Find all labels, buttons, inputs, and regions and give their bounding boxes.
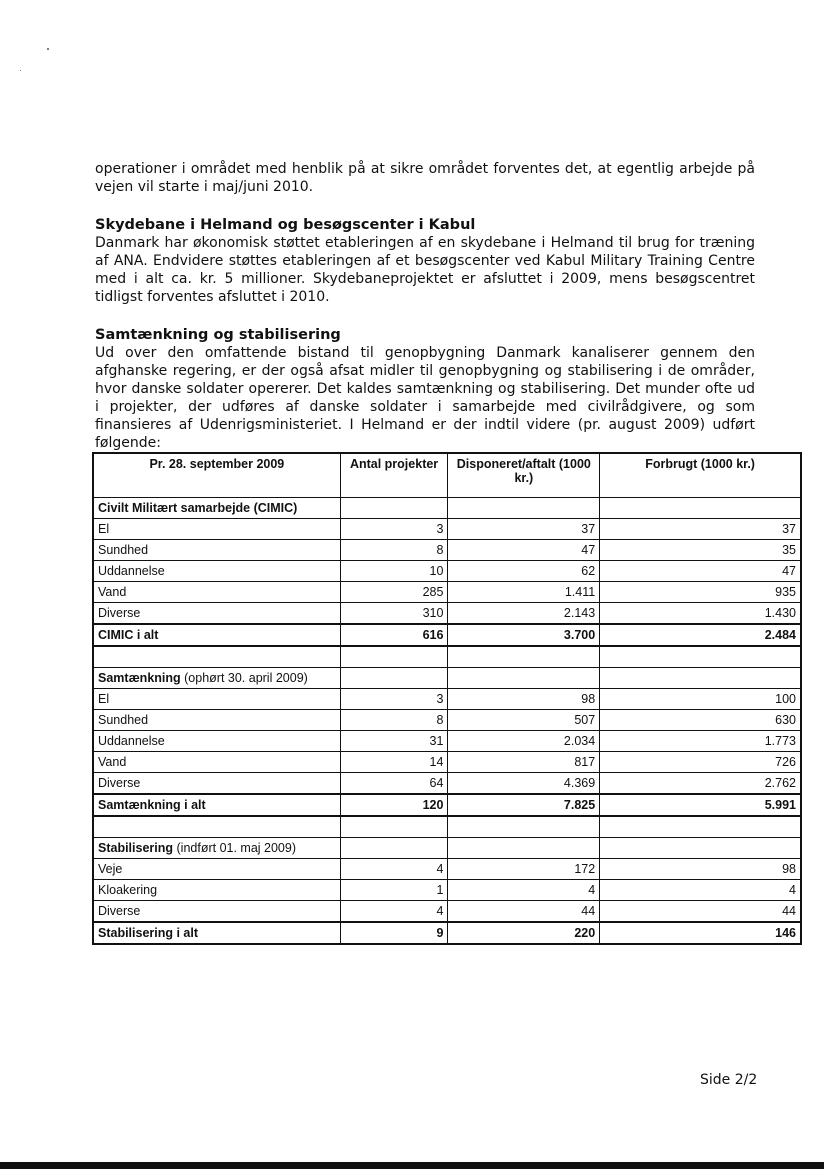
value-cell: 935 [600, 582, 801, 603]
value-cell: 8 [340, 540, 448, 561]
projects-table [92, 452, 802, 945]
value-cell: 2.034 [448, 731, 600, 752]
table-total-row [93, 624, 801, 646]
total-value-cell: 120 [340, 794, 448, 816]
row-label-cell: Vand [93, 752, 340, 773]
value-cell: 98 [600, 859, 801, 880]
section-title-cell [93, 838, 340, 859]
total-value-cell: 616 [340, 624, 448, 646]
total-label-cell: Stabilisering i alt [93, 922, 340, 944]
table-total-row [93, 794, 801, 816]
scan-speck [47, 48, 49, 50]
value-cell: 817 [448, 752, 600, 773]
value-cell: 285 [340, 582, 448, 603]
value-cell: 4 [340, 859, 448, 880]
value-cell: 37 [448, 519, 600, 540]
value-cell: 1.411 [448, 582, 600, 603]
row-label-cell: Uddannelse [93, 731, 340, 752]
empty-cell [600, 838, 801, 859]
row-label-cell: El [93, 519, 340, 540]
empty-cell [600, 668, 801, 689]
value-cell: 64 [340, 773, 448, 795]
empty-cell [600, 816, 801, 838]
total-value-cell: 2.484 [600, 624, 801, 646]
section-title-note: (indført 01. maj 2009) [173, 841, 296, 855]
section-title-cell [93, 668, 340, 689]
value-cell: 44 [448, 901, 600, 923]
total-label-cell: CIMIC i alt [93, 624, 340, 646]
value-cell: 1 [340, 880, 448, 901]
table-row [93, 582, 801, 603]
empty-cell [340, 838, 448, 859]
total-value-cell: 220 [448, 922, 600, 944]
value-cell: 4.369 [448, 773, 600, 795]
table-total-row [93, 922, 801, 944]
value-cell: 14 [340, 752, 448, 773]
value-cell: 47 [448, 540, 600, 561]
value-cell: 62 [448, 561, 600, 582]
empty-cell [340, 668, 448, 689]
total-value-cell: 3.700 [448, 624, 600, 646]
empty-cell [448, 838, 600, 859]
row-label-cell: El [93, 689, 340, 710]
empty-cell [340, 498, 448, 519]
section-body: Danmark har økonomisk støttet etableringen af en skydebane i Helmand til brug for træning af ANA. Endvidere støttes etableringen af et besøgscenter ved Kabul Military Training Centre med i alt ca. kr. 5 millioner. Skydebaneprojektet er afsluttet i 2009, mens besøgscentret tidligst forventes afsluttet i 2010. [95, 235, 755, 305]
value-cell: 726 [600, 752, 801, 773]
row-label-cell: Diverse [93, 603, 340, 625]
empty-cell [448, 816, 600, 838]
section-stabilisation [95, 326, 755, 452]
total-value-cell: 5.991 [600, 794, 801, 816]
section-title-bold: Stabilisering [98, 841, 174, 855]
table-header-row [93, 453, 801, 498]
row-label-cell: Diverse [93, 901, 340, 923]
value-cell: 4 [340, 901, 448, 923]
value-cell: 310 [340, 603, 448, 625]
row-label-cell: Sundhed [93, 710, 340, 731]
empty-cell [600, 498, 801, 519]
value-cell: 507 [448, 710, 600, 731]
section-title-bold: Civilt Militært samarbejde (CIMIC) [98, 501, 298, 515]
section-title-note: (ophørt 30. april 2009) [180, 671, 308, 685]
empty-cell [448, 646, 600, 668]
table-row [93, 540, 801, 561]
table-row [93, 689, 801, 710]
value-cell: 2.762 [600, 773, 801, 795]
total-label-cell: Samtænkning i alt [93, 794, 340, 816]
row-label-cell: Uddannelse [93, 561, 340, 582]
value-cell: 3 [340, 689, 448, 710]
intro-text: operationer i området med henblik på at sikre området forventes det, at egentlig arbejde på vejen vil starte i maj/juni 2010. [95, 161, 755, 195]
section-body: Ud over den omfattende bistand til genopbygning Danmark kanaliserer gennem den afghanske regering, er der også afsat midler til genopbygning og stabilisering i de områder, hvor danske soldater opererer. Det kaldes samtænkning og stabilisering. Det munder ofte ud i projekter, der udføres af danske soldater i samarbejde med civilrådgivere, og som finansieres af Udenrigsministeriet. I Helmand er der indtil videre (pr. august 2009) udført følgende: [95, 345, 755, 451]
column-header: Forbrugt (1000 kr.) [600, 453, 801, 498]
empty-cell [93, 816, 340, 838]
value-cell: 100 [600, 689, 801, 710]
row-label-cell: Vand [93, 582, 340, 603]
value-cell: 172 [448, 859, 600, 880]
value-cell: 10 [340, 561, 448, 582]
table-row [93, 752, 801, 773]
table-body [93, 498, 801, 945]
value-cell: 37 [600, 519, 801, 540]
table-section-row [93, 668, 801, 689]
table-row [93, 561, 801, 582]
section-heading: Skydebane i Helmand og besøgscenter i Kabul [95, 217, 476, 233]
page-number: Side 2/2 [700, 1072, 758, 1088]
intro-paragraph [95, 160, 755, 196]
empty-cell [340, 646, 448, 668]
row-label-cell: Veje [93, 859, 340, 880]
value-cell: 98 [448, 689, 600, 710]
table-row [93, 859, 801, 880]
total-value-cell: 146 [600, 922, 801, 944]
column-header: Pr. 28. september 2009 [93, 453, 340, 498]
scan-speck [20, 70, 21, 71]
table-row [93, 901, 801, 923]
section-shooting-range [95, 216, 755, 306]
table-row [93, 731, 801, 752]
section-heading: Samtænkning og stabilisering [95, 327, 341, 343]
column-header: Antal projekter [340, 453, 448, 498]
empty-cell [600, 646, 801, 668]
value-cell: 35 [600, 540, 801, 561]
empty-cell [93, 646, 340, 668]
value-cell: 44 [600, 901, 801, 923]
table-row [93, 773, 801, 795]
value-cell: 47 [600, 561, 801, 582]
section-title-cell [93, 498, 340, 519]
table-row [93, 603, 801, 625]
row-label-cell: Diverse [93, 773, 340, 795]
value-cell: 31 [340, 731, 448, 752]
value-cell: 630 [600, 710, 801, 731]
table-row [93, 519, 801, 540]
table-section-row [93, 838, 801, 859]
value-cell: 1.773 [600, 731, 801, 752]
value-cell: 1.430 [600, 603, 801, 625]
total-value-cell: 7.825 [448, 794, 600, 816]
value-cell: 4 [600, 880, 801, 901]
row-label-cell: Kloakering [93, 880, 340, 901]
value-cell: 2.143 [448, 603, 600, 625]
value-cell: 8 [340, 710, 448, 731]
row-label-cell: Sundhed [93, 540, 340, 561]
section-title-bold: Samtænkning [98, 671, 181, 685]
empty-cell [448, 668, 600, 689]
empty-cell [340, 816, 448, 838]
scan-edge [0, 1162, 824, 1169]
table-spacer-row [93, 646, 801, 668]
table-row [93, 710, 801, 731]
column-header: Disponeret/aftalt (1000 kr.) [448, 453, 600, 498]
value-cell: 4 [448, 880, 600, 901]
table-row [93, 880, 801, 901]
total-value-cell: 9 [340, 922, 448, 944]
empty-cell [448, 498, 600, 519]
value-cell: 3 [340, 519, 448, 540]
table-section-row [93, 498, 801, 519]
table-spacer-row [93, 816, 801, 838]
